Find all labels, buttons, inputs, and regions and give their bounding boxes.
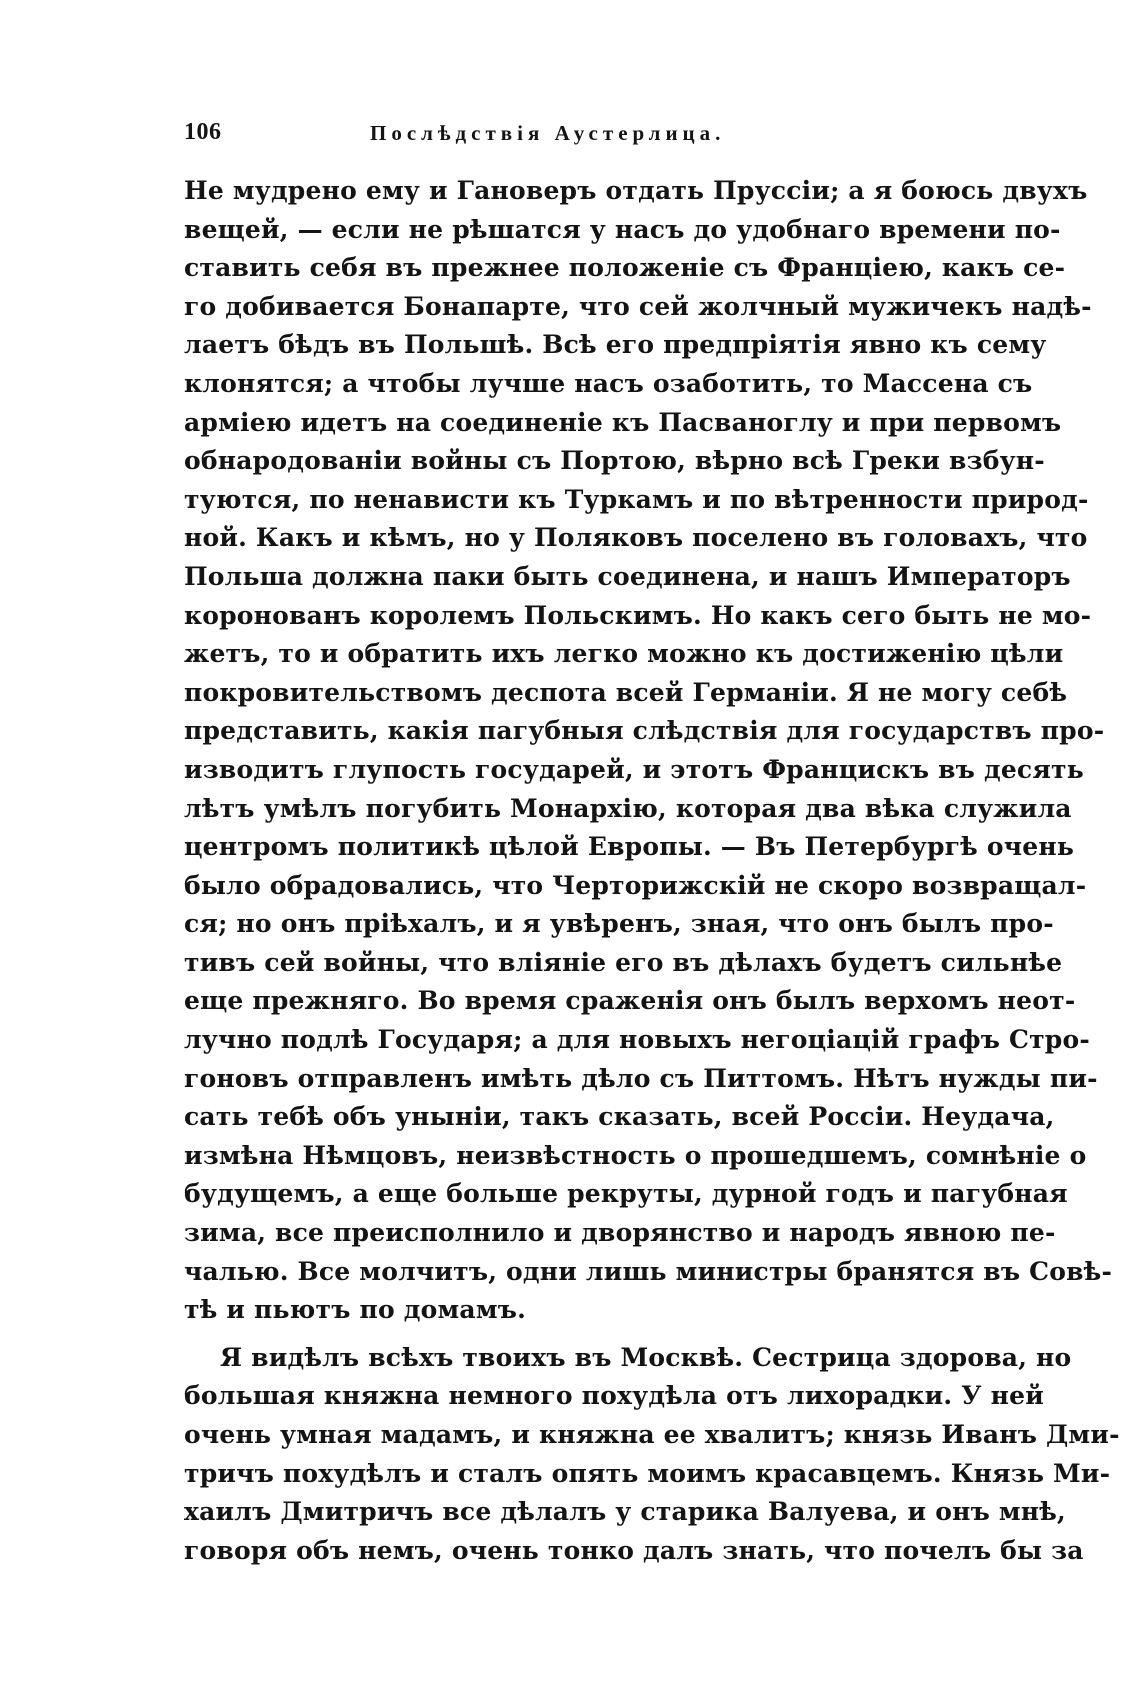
- text-line: центромъ политикѣ цѣлой Европы. — Въ Петербургѣ очень: [184, 832, 1074, 862]
- text-line: лаетъ бѣдъ въ Польшѣ. Всѣ его предпріятія явно къ сему: [184, 330, 1047, 360]
- text-line: туются, по ненависти къ Туркамъ и по вѣтренности природ-: [184, 484, 1089, 514]
- text-line: будущемъ, а еще больше рекруты, дурной годъ и пагубная: [184, 1179, 1068, 1209]
- text-line: представить, какія пагубныя слѣдствія для государствъ про-: [184, 716, 1105, 746]
- text-line: было обрадовались, что Черторижскій не скоро возвращал-: [184, 870, 1087, 900]
- page-header: [184, 119, 1014, 159]
- text-line: ся; но онъ пріѣхалъ, и я увѣренъ, зная, что онъ былъ про-: [184, 909, 1054, 939]
- paragraph-1: [184, 172, 1113, 1330]
- text-line: очень умная мадамъ, и княжна ее хвалитъ; князь Иванъ Дми-: [184, 1420, 1120, 1449]
- text-line: измѣна Нѣмцовъ, неизвѣстность о прошедшемъ, сомнѣніе о: [184, 1140, 1087, 1170]
- page-number: 106: [184, 119, 222, 145]
- text-line: сать тебѣ объ унынiи, такъ сказать, всей Россіи. Неудача,: [184, 1102, 1055, 1132]
- text-line: клонятся; а чтобы лучше насъ озаботить, то Массена съ: [184, 368, 1033, 398]
- text-line: зима, все преисполнило и дворянство и народъ явною пе-: [184, 1218, 1056, 1248]
- text-line: гоновъ отправленъ имѣть дѣло съ Питтомъ. Нѣтъ нужды пи-: [184, 1063, 1098, 1093]
- text-line: обнародованіи войны съ Портою, вѣрно всѣ Греки взбун-: [184, 446, 1045, 476]
- text-line: тричъ похудѣлъ и сталъ опять моимъ красавцемъ. Князь Ми-: [184, 1458, 1111, 1488]
- text-line: арміею идетъ на соединеніе къ Пасваноглу и при первомъ: [184, 407, 1062, 437]
- text-line: ставить себя въ прежнее положеніе съ Франціею, какъ се-: [184, 253, 1066, 283]
- text-line: вещей, — если не рѣшатся у насъ до удобнаго времени по-: [184, 214, 1061, 244]
- text-line: чалью. Все молчитъ, одни лишь министры бранятся въ Совѣ-: [184, 1256, 1113, 1286]
- text-line: коронованъ королемъ Польскимъ. Но какъ сего быть не мо-: [184, 600, 1092, 630]
- text-line: хаилъ Дмитричъ все дѣлалъ у старика Валуева, и онъ мнѣ,: [184, 1497, 1066, 1527]
- text-line: говоря объ немъ, очень тонко далъ знать, что почелъ бы за: [184, 1535, 1084, 1565]
- text-line: Я видѣлъ всѣхъ твоихъ въ Москвѣ. Сестрица здорова, но: [220, 1342, 1072, 1372]
- paragraph-2: [184, 1339, 1120, 1571]
- text-line: лучно подлѣ Государя; а для новыхъ негоціацій графъ Стро-: [184, 1025, 1090, 1055]
- text-line: Польша должна паки быть соединена, и нашъ Императоръ: [184, 561, 1071, 591]
- text-line: Не мудрено ему и Гановеръ отдать Пруссіи; а я боюсь двухъ: [184, 176, 1088, 205]
- text-line: ной. Какъ и кѣмъ, но у Поляковъ поселено въ головахъ, что: [184, 523, 1088, 553]
- text-line: изводитъ глупость государей, и этотъ Францискъ въ десять: [184, 754, 1084, 784]
- text-line: покровительствомъ деспота всей Германіи. Я не могу себѣ: [184, 677, 1068, 707]
- text-line: жетъ, то и обратить ихъ легко можно къ достиженію цѣли: [184, 639, 1064, 669]
- text-line: тѣ и пьютъ по домамъ.: [184, 1295, 527, 1325]
- body-text: [184, 172, 1120, 1570]
- text-line: тивъ сей войны, что вліяніе его въ дѣлахъ будетъ сильнѣе: [184, 947, 1063, 977]
- text-line: большая княжна немного похудѣла отъ лихорадки. У ней: [184, 1381, 1044, 1411]
- text-line: еще прежняго. Во время сраженія онъ былъ верхомъ неот-: [184, 986, 1076, 1016]
- text-line: го добивается Бонапарте, что сей жолчный мужичекъ надѣ-: [184, 291, 1092, 321]
- text-line: лѣтъ умѣлъ погубить Монархію, которая два вѣка служила: [184, 793, 1072, 823]
- running-head: Послѣдствія Аустерлица.: [370, 121, 726, 145]
